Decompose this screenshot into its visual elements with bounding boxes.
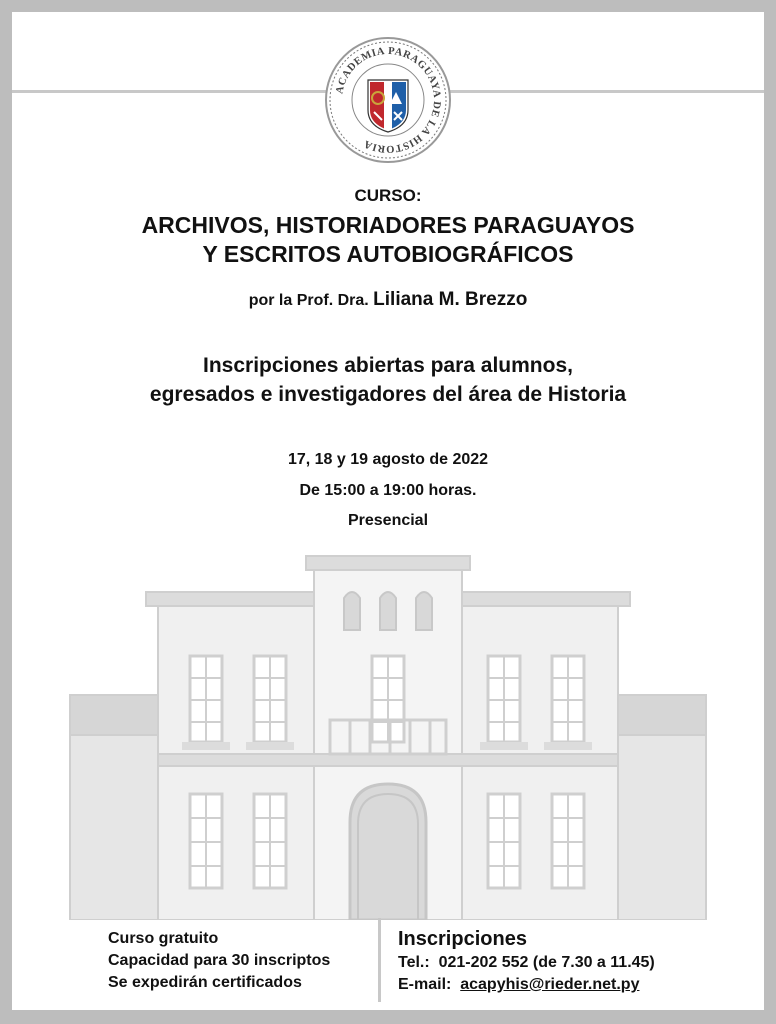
course-dates: 17, 18 y 19 agosto de 2022 [287,451,489,468]
course-info-list [108,928,330,994]
course-mode: Presencial [347,512,429,529]
flyer-page [12,12,764,1010]
info-certificates: Se expedirán certificados [108,974,302,991]
course-title-line-1: ARCHIVOS, HISTORIADORES PARAGUAYOS [141,212,635,238]
coat-of-arms-icon [368,80,408,132]
info-free-course: Curso gratuito [108,930,219,947]
arched-door [350,784,426,920]
building-illustration [12,540,764,920]
info-capacity: Capacidad para 30 inscriptos [108,952,331,969]
academy-seal-logo [324,36,452,164]
registration-title: Inscripciones [398,928,527,950]
course-title-line-2: Y ESCRITOS AUTOBIOGRÁFICOS [202,241,574,267]
registration-contact [398,926,655,996]
phone-label: Tel.: [398,954,430,971]
email-label: E-mail: [398,976,452,993]
author-name: Liliana M. Brezzo [373,289,528,310]
course-label: CURSO: [354,186,422,205]
phone-line [398,952,655,974]
footer-divider [378,918,381,1002]
audience-line-2: egresados e investigadores del área de Historia [149,383,627,406]
course-title [12,211,764,269]
seal-ring-text: ACADEMIA PARAGUAYA DE LA HISTORIA [334,45,443,155]
course-hours: De 15:00 a 19:00 horas. [299,482,477,499]
course-author [12,289,764,311]
audience-text [12,351,764,409]
phone-number: 021-202 552 (de 7.30 a 11.45) [438,954,655,971]
author-prefix: por la Prof. Dra. [248,292,369,309]
email-line [398,974,655,996]
email-link[interactable]: acapyhis@rieder.net.py [460,976,640,993]
audience-line-1: Inscripciones abiertas para alumnos, [203,354,573,377]
